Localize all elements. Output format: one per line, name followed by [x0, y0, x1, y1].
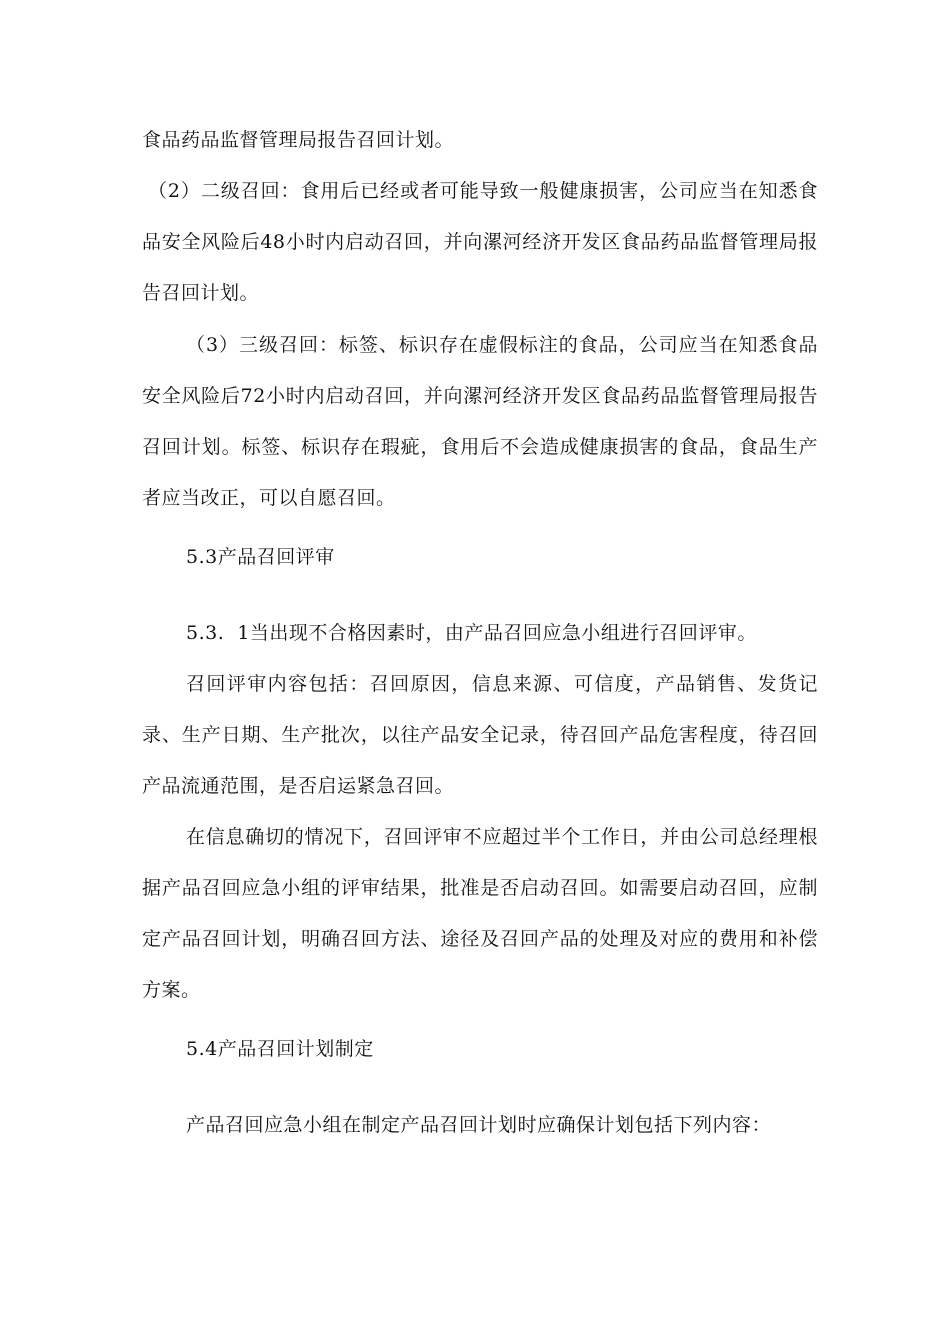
paragraph-5-3-1: 5.3. 1当出现不合格因素时，由产品召回应急小组进行召回评审。 [186, 622, 757, 644]
paragraph-review-timing: 在信息确切的情况下，召回评审不应超过半个工作日，并由公司总经理根据产品召回应急小组的评审结果，批准是否启动召回。如需要启动召回，应制定产品召回计划，明确召回方法、途径及召回产品的处理及对应的费用和补偿方案。 [142, 826, 818, 1001]
section-heading-5-4: 5.4产品召回计划制定 [186, 1038, 374, 1060]
paragraph-review-content: 召回评审内容包括：召回原因，信息来源、可信度，产品销售、发货记录、生产日期、生产批次，以往产品安全记录，待召回产品危害程度，待召回产品流通范围，是否启运紧急召回。 [142, 673, 818, 797]
paragraph-plan-content: 产品召回应急小组在制定产品召回计划时应确保计划包括下列内容： [186, 1114, 772, 1136]
paragraph-secondary-recall: （2）二级召回：食用后已经或者可能导致一般健康损害，公司应当在知悉食品安全风险后48小时内启动召回，并向漯河经济开发区食品药品监督管理局报告召回计划。 [142, 180, 818, 304]
paragraph-tertiary-recall: （3）三级召回：标签、标识存在虚假标注的食品，公司应当在知悉食品安全风险后72小时内启动召回，并向漯河经济开发区食品药品监督管理局报告召回计划。标签、标识存在瑕疵，食用后不会造成健康损害的食品，食品生产者应当改正，可以自愿召回。 [142, 334, 818, 509]
section-heading-5-3: 5.3产品召回评审 [186, 546, 335, 568]
paragraph-continuation: 食品药品监督管理局报告召回计划。 [142, 129, 455, 151]
